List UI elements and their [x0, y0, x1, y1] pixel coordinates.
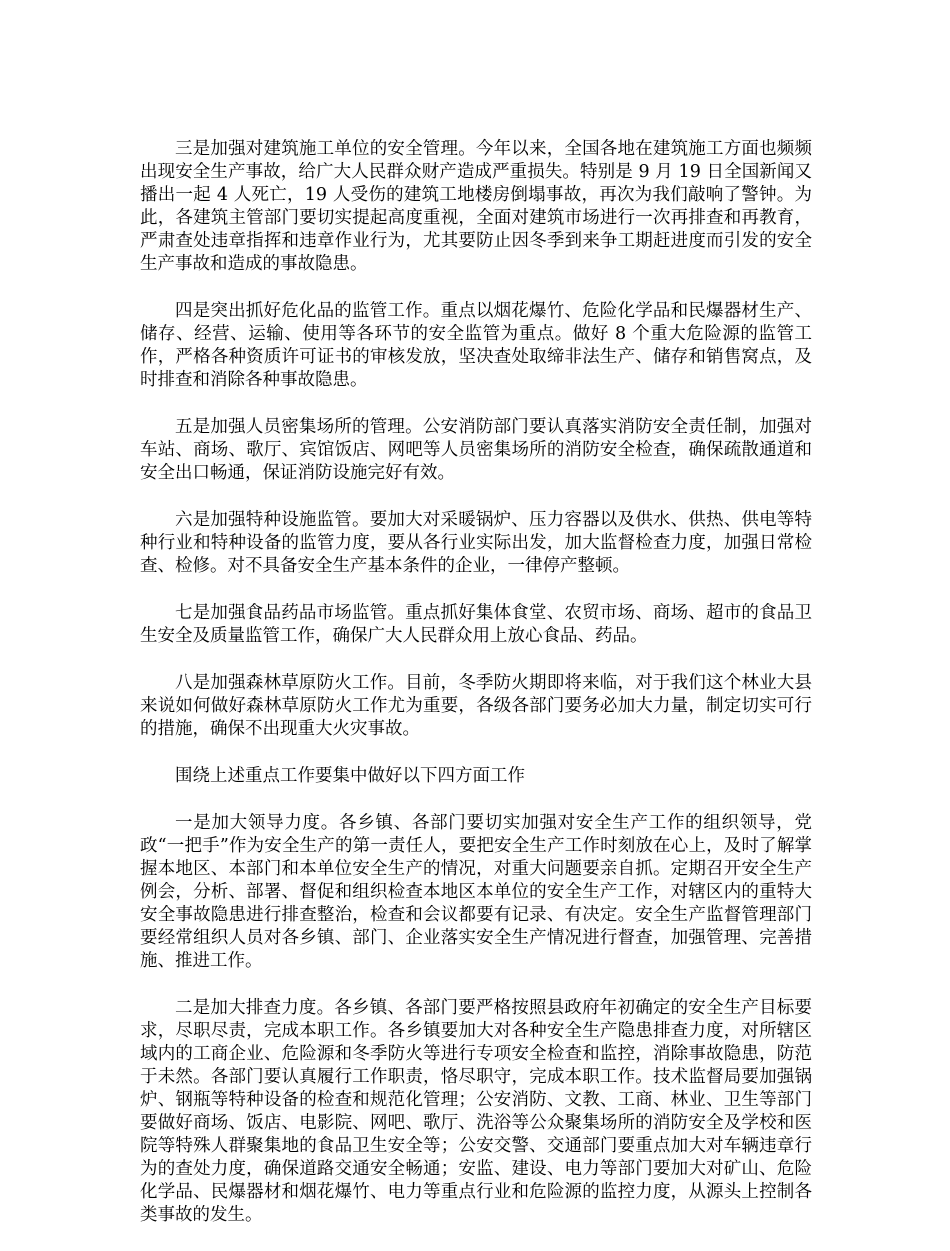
paragraph-food-drug: 七是加强食品药品市场监管。重点抓好集体食堂、农贸市场、商场、超市的食品卫生安全及质量监管工作，确保广大人民群众用上放心食品、药品。 [140, 603, 812, 646]
document-body [140, 138, 812, 1251]
paragraph-inspection: 二是加大排查力度。各乡镇、各部门要严格按照县政府年初确定的安全生产目标要求，尽职尽责，完成本职工作。各乡镇要加大对各种安全生产隐患排查力度，对所辖区域内的工商企业、危险源和冬季防火等进行专项安全检查和监控，消除事故隐患，防范于未然。各部门要认真履行工作职责，恪尽职守，完成本职工作。技术监督局要加强锅炉、钢瓶等特种设备的检查和规范化管理；公安消防、文教、工商、林业、卫生等部门要做好商场、饭店、电影院、网吧、歌厅、洗浴等公众聚集场所的消防安全及学校和医院等特殊人群聚集地的食品卫生安全等；公安交警、交通部门要重点加大对车辆违章行为的查处力度，确保道路交通安全畅通；安监、建设、电力等部门要加大对矿山、危险化学品、民爆器材和烟花爆竹、电力等重点行业和危险源的监控力度，从源头上控制各类事故的发生。 [140, 998, 812, 1225]
paragraph-construction-safety: 三是加强对建筑施工单位的安全管理。今年以来，全国各地在建筑施工方面也频频出现安全生产事故，给广大人民群众财产造成严重损失。特别是 9 月 19 日全国新闻又播出一起 4 人死亡，19 人受伤的建筑工地楼房倒塌事故，再次为我们敲响了警钟。为此，各建筑主管部门要切实提起高度重视，全面对建筑市场进行一次再排查和再教育，严肃查处违章指挥和违章作业行为，尤其要防止因冬季到来争工期赶进度而引发的安全生产事故和造成的事故隐患。 [140, 139, 812, 274]
paragraph-leadership: 一是加大领导力度。各乡镇、各部门要切实加强对安全生产工作的组织领导，党政“一把手”作为安全生产的第一责任人，要把安全生产工作时刻放在心上，及时了解掌握本地区、本部门和本单位安全生产的情况，对重大问题要亲自抓。定期召开安全生产例会，分析、部署、督促和组织检查本地区本单位的安全生产工作，对辖区内的重特大安全事故隐患进行排查整治，检查和会议都要有记录、有决定。安全生产监督管理部门要经常组织人员对各乡镇、部门、企业落实安全生产情况进行督查，加强管理、完善措施、推进工作。 [140, 813, 812, 971]
paragraph-forest-fire: 八是加强森林草原防火工作。目前，冬季防火期即将来临，对于我们这个林业大县来说如何做好森林草原防火工作尤为重要，各级各部门要务必加大力量，制定切实可行的措施，确保不出现重大火灾事故。 [140, 673, 812, 739]
paragraph-four-aspects-intro: 围绕上述重点工作要集中做好以下四方面工作 [175, 766, 525, 786]
paragraph-hazardous-chemicals: 四是突出抓好危化品的监管工作。重点以烟花爆竹、危险化学品和民爆器材生产、储存、经营、运输、使用等各环节的安全监管为重点。做好 8 个重大危险源的监管工作，严格各种资质许可证书的审核发放，坚决查处取缔非法生产、储存和销售窝点，及时排查和消除各种事故隐患。 [140, 301, 812, 390]
paragraph-special-facilities: 六是加强特种设施监管。要加大对采暖锅炉、压力容器以及供水、供热、供电等特种行业和特种设备的监管力度，要从各行业实际出发，加大监督检查力度，加强日常检查、检修。对不具备安全生产基本条件的企业，一律停产整顿。 [140, 510, 812, 576]
paragraph-crowded-places: 五是加强人员密集场所的管理。公安消防部门要认真落实消防安全责任制，加强对车站、商场、歌厅、宾馆饭店、网吧等人员密集场所的消防安全检查，确保疏散通道和安全出口畅通，保证消防设施完好有效。 [140, 417, 812, 483]
